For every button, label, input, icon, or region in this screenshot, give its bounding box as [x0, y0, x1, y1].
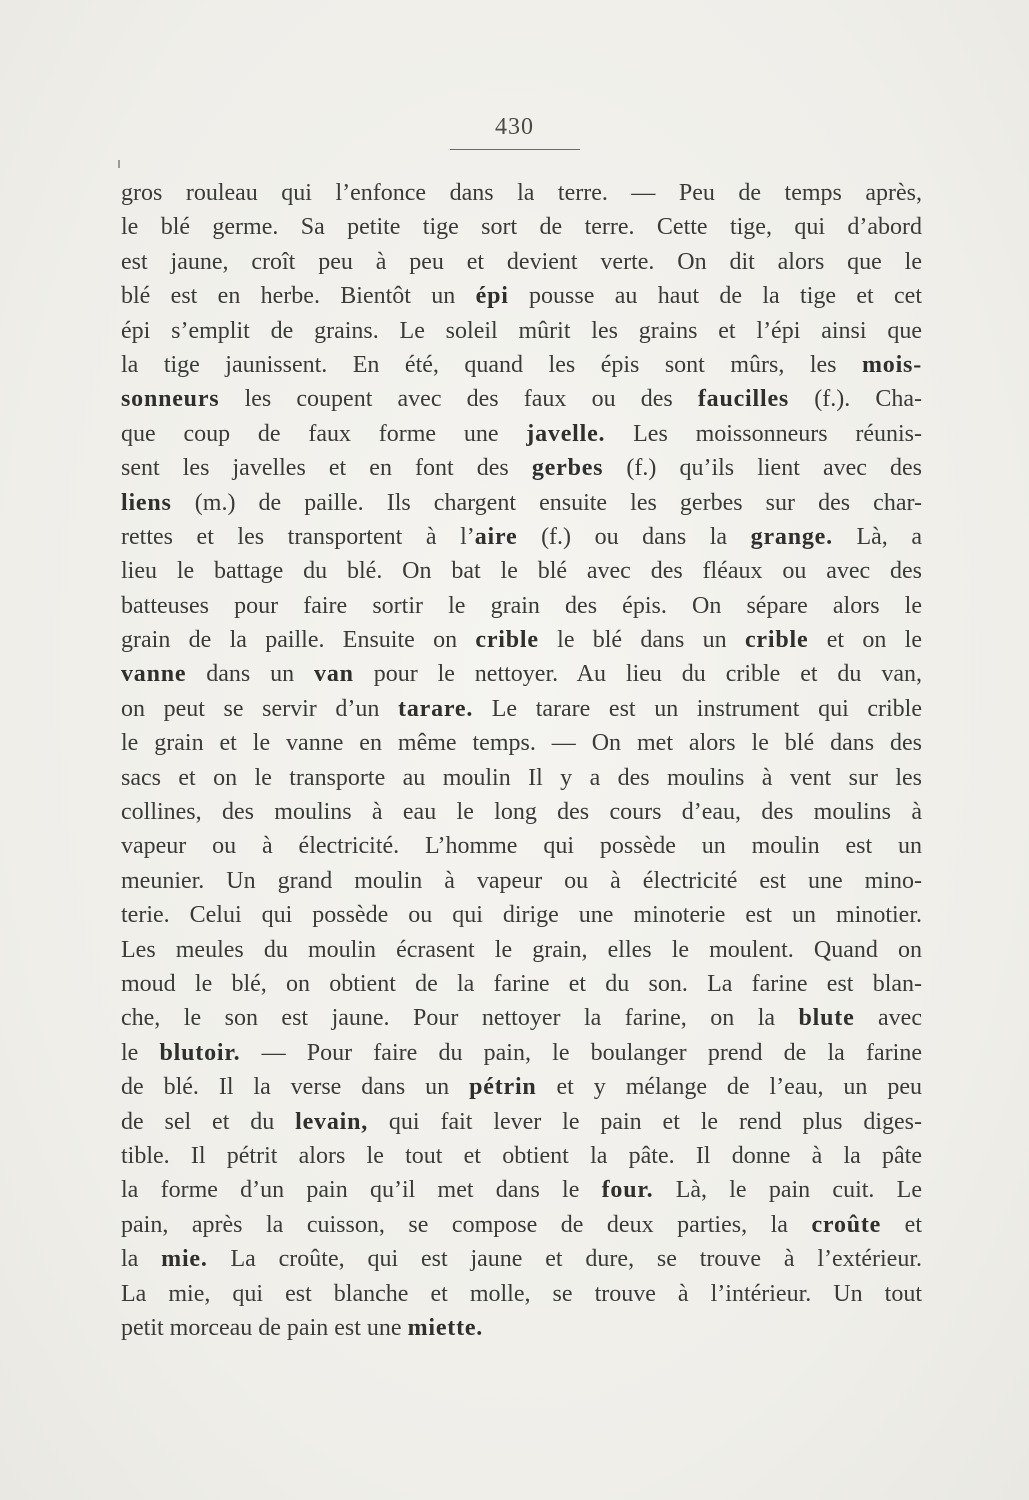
text-segment: gros rouleau qui l’enfonce dans la terre. — Peu de temps après, — [121, 180, 922, 206]
text-segment: Les meules du moulin écrasent le grain, elles le moulent. Quand on — [121, 936, 922, 963]
text-line — [121, 726, 922, 760]
text-segment: Là, a — [832, 523, 922, 550]
text-segment: le grain et le vanne en même temps. — On met alors le blé dans des — [121, 730, 922, 757]
text-line — [121, 692, 922, 726]
text-line — [121, 589, 922, 623]
text-segment: vapeur ou à électricité. L’homme qui possède un moulin est un — [121, 833, 922, 860]
text-segment: (f.). Cha- — [789, 386, 922, 413]
text-line — [121, 864, 922, 898]
text-line — [121, 486, 922, 520]
text-segment: et on le — [808, 627, 922, 654]
body-text — [121, 176, 922, 1345]
text-line — [121, 1173, 922, 1207]
bold-term: mie. — [161, 1246, 208, 1273]
text-segment: blé est en herbe. Bientôt un — [121, 283, 476, 310]
text-line — [121, 520, 922, 554]
text-line — [121, 245, 922, 279]
text-segment: La croûte, qui est jaune et dure, se trouve à l’extérieur. — [207, 1246, 922, 1273]
text-line — [121, 1277, 922, 1311]
text-segment: (m.) de paille. Ils chargent ensuite les gerbes sur des char- — [171, 489, 922, 516]
bold-term: mois- — [862, 351, 922, 378]
text-line — [121, 451, 922, 485]
text-line — [121, 554, 922, 588]
text-segment: le — [121, 1039, 160, 1066]
text-line — [121, 1001, 922, 1035]
bold-term: aire — [474, 523, 518, 550]
text-line — [121, 348, 922, 382]
page-number: 430 — [495, 114, 534, 140]
bold-term: vanne — [121, 661, 187, 688]
text-segment: grain de la paille. Ensuite on — [121, 627, 476, 654]
text-segment: le blé germe. Sa petite tige sort de terre. Cette tige, qui d’abord — [121, 214, 922, 241]
text-segment: et y mélange de l’eau, un peu — [536, 1074, 922, 1101]
text-segment: (f.) qu’ils lient avec des — [603, 455, 922, 482]
text-segment: la tige jaunissent. En été, quand les épis sont mûrs, les — [121, 351, 862, 378]
text-segment: est jaune, croît peu à peu et devient verte. On dit alors que le — [121, 248, 922, 275]
bold-term: javelle. — [526, 420, 606, 447]
text-segment: collines, des moulins à eau le long des cours d’eau, des moulins à — [121, 799, 922, 826]
text-line — [121, 314, 922, 348]
text-segment: le blé dans un — [538, 627, 745, 654]
text-segment: La mie, qui est blanche et molle, se trouve à l’intérieur. Un tout — [121, 1280, 922, 1307]
text-segment: moud le blé, on obtient de la farine et du son. La farine est blan- — [121, 970, 922, 997]
text-line — [121, 382, 922, 416]
bold-term: sonneurs — [121, 386, 220, 413]
bold-term: tarare. — [398, 695, 474, 722]
text-segment: pousse au haut de la tige et cet — [508, 283, 922, 310]
text-segment: meunier. Un grand moulin à vapeur ou à électricité est une mino- — [121, 867, 922, 894]
text-segment: batteuses pour faire sortir le grain des épis. On sépare alors le — [121, 592, 922, 619]
text-line — [121, 1139, 922, 1173]
bold-term: crible — [475, 627, 539, 654]
text-segment: Les moissonneurs réunis- — [605, 420, 922, 447]
bold-term: miette. — [407, 1314, 484, 1341]
text-segment: (f.) ou dans la — [517, 523, 751, 550]
text-line — [121, 1070, 922, 1104]
text-line — [121, 1105, 922, 1139]
text-segment: rettes et les transportent à l’ — [121, 523, 475, 550]
bold-term: levain, — [295, 1108, 369, 1135]
text-segment: lieu le battage du blé. On bat le blé avec des fléaux ou avec des — [121, 558, 922, 585]
margin-mark — [118, 160, 120, 168]
text-segment: avec — [854, 1005, 922, 1032]
bold-term: liens — [121, 489, 172, 516]
text-segment: qui fait lever le pain et le rend plus diges- — [368, 1108, 922, 1135]
text-segment: de sel et du — [121, 1108, 296, 1135]
text-line — [121, 829, 922, 863]
text-line — [121, 933, 922, 967]
bold-term: épi — [475, 283, 509, 310]
text-segment: de blé. Il la verse dans un — [121, 1074, 470, 1101]
text-line — [121, 279, 922, 313]
bold-term: faucilles — [697, 386, 790, 413]
text-line — [121, 176, 922, 210]
text-segment: sacs et on le transporte au moulin Il y a des moulins à vent sur les — [121, 764, 922, 791]
text-line — [121, 210, 922, 244]
text-line — [121, 1311, 922, 1345]
text-segment: petit morceau de pain est une — [121, 1314, 408, 1341]
text-segment: dans un — [186, 661, 315, 688]
text-line — [121, 1208, 922, 1242]
bold-term: blute — [798, 1005, 855, 1032]
text-line — [121, 623, 922, 657]
text-segment: on peut se servir d’un — [121, 695, 399, 722]
bold-term: grange. — [750, 523, 833, 550]
text-line — [121, 1036, 922, 1070]
text-line — [121, 1242, 922, 1276]
text-segment: — Pour faire du pain, le boulanger prend de la farine — [240, 1039, 922, 1066]
bold-term: croûte — [811, 1211, 882, 1238]
text-line — [121, 795, 922, 829]
bold-term: four. — [601, 1177, 654, 1204]
text-segment: que coup de faux forme une — [121, 420, 527, 447]
text-segment: terie. Celui qui possède ou qui dirige une minoterie est un minotier. — [121, 902, 922, 929]
text-segment: les coupent avec des faux ou des — [219, 386, 698, 413]
text-segment: sent les javelles et en font des — [121, 455, 532, 482]
bold-term: crible — [744, 627, 809, 654]
bold-term: blutoir. — [159, 1039, 241, 1066]
text-segment: épi s’emplit de grains. Le soleil mûrit les grains et l’épi ainsi que — [121, 317, 922, 344]
text-segment: che, le son est jaune. Pour nettoyer la farine, on la — [121, 1005, 799, 1032]
text-segment: pour le nettoyer. Au lieu du crible et du van, — [353, 661, 922, 688]
text-segment: Là, le pain cuit. Le — [653, 1177, 922, 1204]
text-segment: la forme d’un pain qu’il met dans le — [121, 1177, 602, 1204]
text-segment: tible. Il pétrit alors le tout et obtient la pâte. Il donne à la pâte — [121, 1142, 922, 1169]
bold-term: pétrin — [469, 1074, 537, 1101]
text-segment: et — [881, 1211, 922, 1238]
bold-term: van — [314, 661, 354, 688]
text-line — [121, 417, 922, 451]
text-segment: la — [121, 1246, 162, 1273]
header-rule — [450, 149, 580, 150]
bold-term: gerbes — [531, 455, 604, 482]
text-line — [121, 967, 922, 1001]
text-segment: pain, après la cuisson, se compose de deux parties, la — [121, 1211, 812, 1238]
text-segment: Le tarare est un instrument qui crible — [473, 695, 922, 722]
text-line — [121, 898, 922, 932]
text-line — [121, 761, 922, 795]
text-line — [121, 657, 922, 691]
